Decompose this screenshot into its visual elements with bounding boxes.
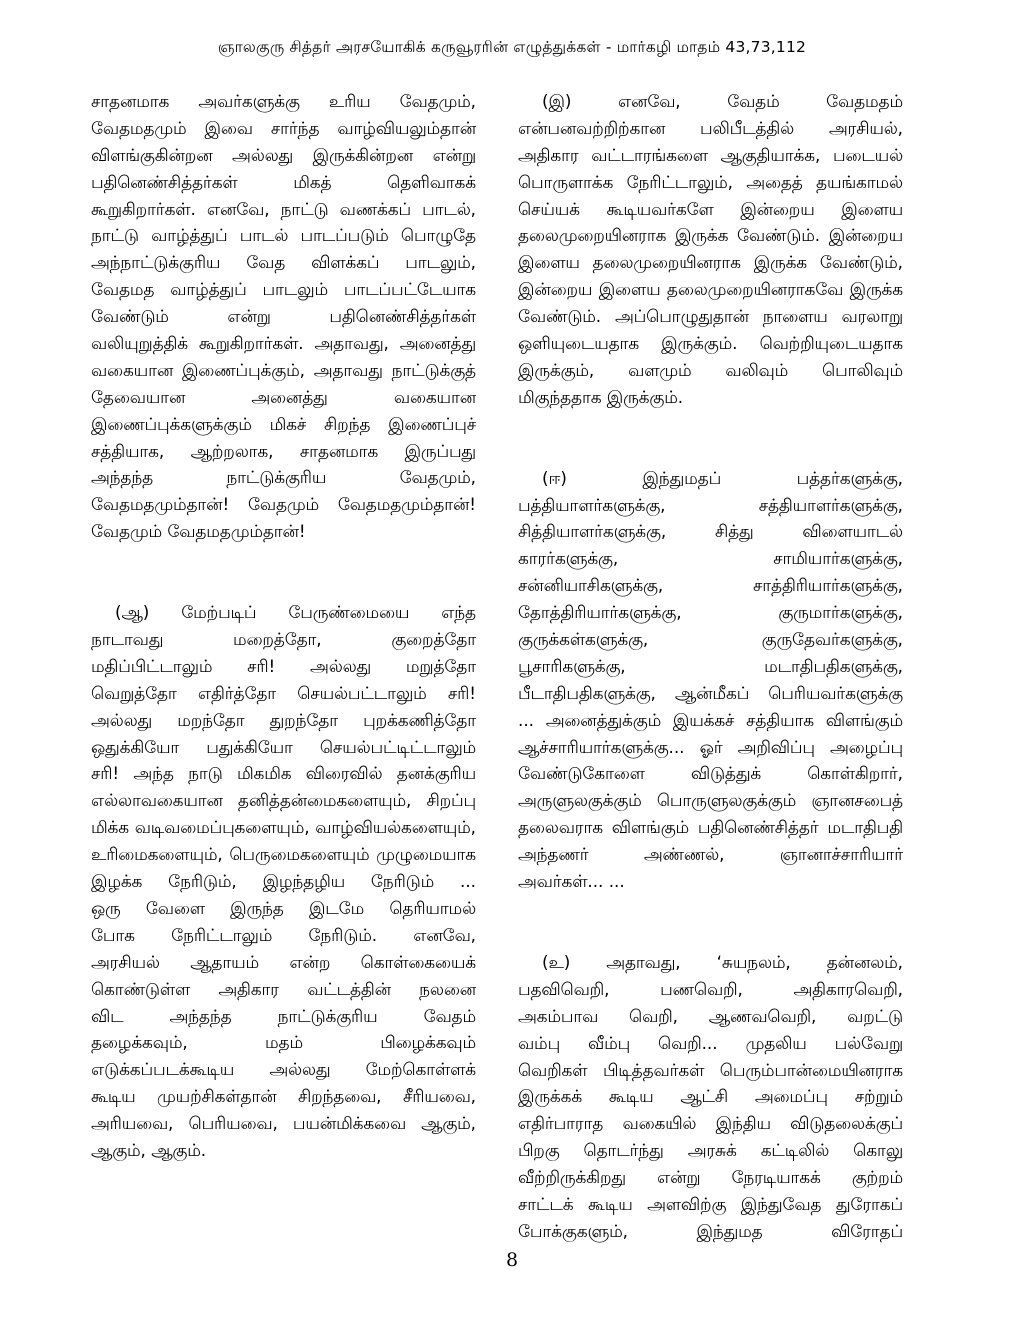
text-line: பீடாதிபதிகளுக்கு, ஆன்மீகப் பெரியவர்களுக்கு (518, 682, 903, 703)
text-line: அல்லது மறந்தோ துறந்தோ புறக்கணித்தோ (91, 709, 476, 730)
text-line: வேண்டும் என்று பதினெண்சித்தர்கள் (91, 306, 476, 327)
text-line: உரிமைகளையும், பெருமைகளையும் முழுமையாக (91, 844, 476, 865)
text-line: மிகுந்ததாக இருக்கும். (518, 386, 684, 407)
text-line: பதினெண்சித்தர்கள் மிகத் தெளிவாகக் (91, 171, 476, 192)
paragraph (518, 465, 903, 895)
paragraph (518, 88, 903, 411)
text-line: என்பனவற்றிற்கான பலிபீடத்தில் அரசியல், (518, 117, 903, 138)
text-line: சன்னியாசிகளுக்கு, சாத்திரியார்களுக்கு, (518, 575, 903, 596)
text-line: போக நேரிட்டாலும் நேரிடும். எனவே, (91, 924, 476, 945)
text-line: பதவிவெறி, பணவெறி, அதிகாரவெறி, (518, 978, 903, 999)
text-line: வேதமத வாழ்த்துப் பாடலும் பாடப்பட்டேயாக (91, 279, 476, 300)
text-line: இருக்கும், வளமும் வலிவும் பொலிவும் (518, 359, 903, 380)
text-line: ஒளியுடையதாக இருக்கும். வெற்றியுடையதாக (518, 333, 903, 354)
text-line: இளைய தலைமுறையினராக இருக்க வேண்டும், (518, 252, 903, 273)
text-line: எடுக்கப்படக்கூடிய அல்லது மேற்கொள்ளக் (91, 1059, 476, 1080)
text-line: ... அனைத்துக்கும் இயக்கச் சத்தியாக விளங்கும் (518, 709, 903, 730)
left-column (91, 88, 476, 1164)
text-line: இணைப்புக்களுக்கும் மிகச் சிறந்த இணைப்புச் (91, 413, 476, 434)
text-line: விட அந்தந்த நாட்டுக்குரிய வேதம் (91, 1005, 476, 1026)
text-line: அவர்கள்... ... (518, 871, 625, 892)
text-line: அதிகார வட்டாரங்களை ஆகுதியாக்க, படையல் (518, 144, 903, 165)
text-line: வேண்டுகோளை விடுத்துக் கொள்கிறார், (518, 763, 903, 784)
text-line: அருளுலகுக்கும் பொருளுலகுக்கும் ஞானசபைத் (518, 790, 903, 811)
text-line: அரியவை, பெரியவை, பயன்மிக்கவை ஆகும், (91, 1113, 476, 1134)
text-line: நாடாவது மறைத்தோ, குறைத்தோ (91, 629, 476, 650)
text-line: வம்பு வீம்பு வெறி... முதலிய பல்வேறு (518, 1032, 903, 1053)
text-line: வேதமதமும் இவை சார்ந்த வாழ்வியலும்தான் (91, 117, 476, 138)
text-line: இழக்க நேரிடும், இழந்தழிய நேரிடும் ... (91, 871, 476, 892)
text-line: ஒதுக்கியோ பதுக்கியோ செயல்பட்டிட்டாலும் (91, 736, 476, 757)
text-line: அரசியல் ஆதாயம் என்ற கொள்கையைக் (91, 951, 476, 972)
text-line: மிக்க வடிவமைப்புகளையும், வாழ்வியல்களையும், (91, 817, 476, 838)
text-line: சத்தியாக, ஆற்றலாக, சாதனமாக இருப்பது (91, 440, 476, 461)
paragraph (91, 599, 476, 1164)
text-line: பிறகு தொடர்ந்து அரசுக் கட்டிலில் கொலு (518, 1140, 903, 1161)
paragraph (91, 88, 476, 545)
text-line: தலைவராக விளங்கும் பதினெண்சித்தர் மடாதிபதி (518, 817, 903, 838)
text-line: தேவையான அனைத்து வகையான (91, 386, 476, 407)
text-line: எல்லாவகையான தனித்தன்மைகளையும், சிறப்பு (91, 790, 476, 811)
text-line: வலியுறுத்திக் கூறுகிறார்கள். அதாவது, அனைத்து (91, 333, 476, 354)
text-line: பூசாரிகளுக்கு, மடாதிபதிகளுக்கு, (518, 655, 903, 676)
text-line: வேதமும் வேதமதமும்தான்! (91, 521, 306, 542)
text-line: அகம்பாவ வெறி, ஆணவவெறி, வறட்டு (518, 1005, 903, 1026)
text-line: இருக்கக் கூடிய ஆட்சி அமைப்பு சற்றும் (518, 1086, 903, 1107)
text-line: வேதமதமும்தான்! வேதமும் வேதமதமும்தான்! (91, 494, 476, 515)
text-line: வெறுத்தோ எதிர்த்தோ செயல்பட்டாலும் சரி! (91, 682, 476, 703)
text-line: கூறுகிறார்கள். எனவே, நாட்டு வணக்கப் பாடல், (91, 198, 476, 219)
paragraph-gap (518, 895, 903, 949)
running-head: ஞாலகுரு சித்தர் அரசயோகிக் கருவூரரின் எழுத்துக்கள் - மார்கழி மாதம் 43,73,112 (217, 38, 807, 56)
text-line: (இ) எனவே, வேதம் வேதமதம் (542, 91, 903, 111)
text-line: கொண்டுள்ள அதிகார வட்டத்தின் நலனை (91, 978, 476, 999)
text-line: மதிப்பிட்டாலும் சரி! அல்லது மறுத்தோ (91, 655, 476, 676)
paragraph (518, 949, 903, 1245)
text-line: வீற்றிருக்கிறது என்று நேரடியாகக் குற்றம் (518, 1167, 903, 1188)
text-line: ஆச்சாரியார்களுக்கு... ஓர் அறிவிப்பு அழைப்பு (518, 736, 903, 757)
text-line: ஒரு வேளை இருந்த இடமே தெரியாமல் (91, 897, 476, 918)
text-line: காரர்களுக்கு, சாமியார்களுக்கு, (518, 548, 903, 569)
text-line: எதிர்பாராத வகையில் இந்திய விடுதலைக்குப் (518, 1113, 903, 1134)
paragraph-gap (91, 545, 476, 599)
text-line: அந்தந்த நாட்டுக்குரிய வேதமும், (91, 467, 476, 488)
paragraph-gap (518, 411, 903, 465)
text-line: போக்குகளும், இந்துமத விரோதப் (518, 1220, 903, 1241)
text-line: பத்தியாளர்களுக்கு, சத்தியாளர்களுக்கு, (518, 494, 903, 515)
text-line: அந்நாட்டுக்குரிய வேத விளக்கப் பாடலும், (91, 252, 476, 273)
text-line: இன்றைய இளைய தலைமுறையினராகவே இருக்க (518, 279, 903, 300)
text-line: தழைக்கவும், மதம் பிழைக்கவும் (91, 1032, 476, 1053)
text-line: அந்தணர் அண்ணல், ஞானாச்சாரியார் (518, 844, 903, 865)
right-column (518, 88, 903, 1245)
text-line: சாட்டக் கூடிய அளவிற்கு இந்துவேத துரோகப் (518, 1193, 903, 1214)
text-line: வேண்டும். அப்பொழுதுதான் நாளைய வரலாறு (518, 306, 903, 327)
text-line: சாதனமாக அவர்களுக்கு உரிய வேதமும், (91, 91, 476, 111)
text-line: ஆகும், ஆகும். (91, 1139, 207, 1160)
text-line: (ஈ) இந்துமதப் பத்தர்களுக்கு, (542, 467, 903, 488)
text-line: சரி! அந்த நாடு மிகமிக விரைவில் தனக்குரிய (91, 763, 476, 784)
text-line: விளங்குகின்றன அல்லது இருக்கின்றன என்று (91, 144, 476, 165)
text-line: சித்தியாளர்களுக்கு, சித்து விளையாடல் (518, 521, 903, 542)
text-line: வகையான இணைப்புக்கும், அதாவது நாட்டுக்குத் (91, 359, 476, 380)
text-line: தலைமுறையினராக இருக்க வேண்டும். இன்றைய (518, 225, 903, 246)
text-line: (ஆ) மேற்படிப் பேருண்மையை எந்த (115, 602, 476, 623)
text-line: பொருளாக்க நேரிட்டாலும், அதைத் தயங்காமல் (518, 171, 903, 192)
text-line: வெறிகள் பிடித்தவர்கள் பெரும்பான்மையினராக (518, 1059, 903, 1080)
text-line: (உ) அதாவது, ‘சுயநலம், தன்னலம், (542, 951, 903, 972)
text-line: தோத்திரியார்களுக்கு, குருமார்களுக்கு, (518, 602, 903, 623)
text-line: குருக்கள்களுக்கு, குருதேவர்களுக்கு, (518, 629, 903, 650)
text-line: செய்யக் கூடியவர்களே இன்றைய இளைய (518, 198, 903, 219)
page-number: 8 (505, 1249, 519, 1271)
text-line: நாட்டு வாழ்த்துப் பாடல் பாடப்படும் பொழுதே (91, 225, 476, 246)
text-line: கூடிய முயற்சிகள்தான் சிறந்தவை, சீரியவை, (91, 1086, 476, 1107)
